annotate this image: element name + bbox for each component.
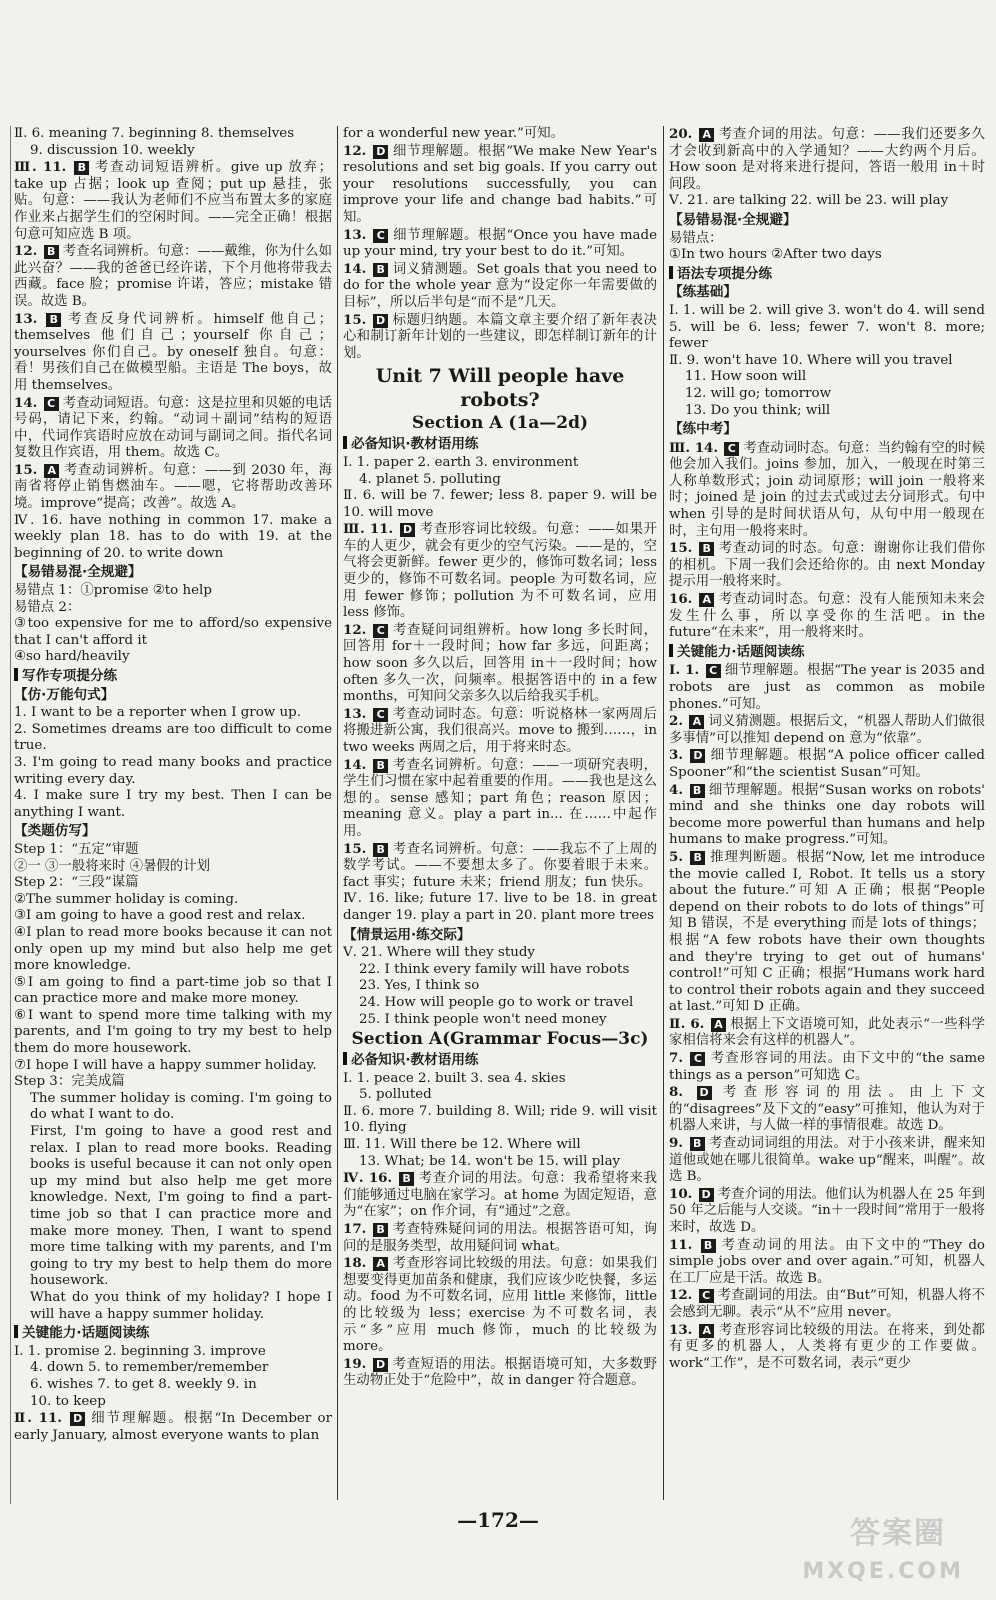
answer-text: 13. Do you think; will (685, 402, 831, 418)
answer-text: Ⅳ. 16. have nothing in common 17. make a weekly plan 18. has to do with 19. at the beginning of 20. to write down (14, 512, 332, 561)
answer-choice-badge: A (699, 593, 714, 607)
question-number: 20. (669, 126, 693, 142)
subsection-label: 必备知识·教材语用练 (351, 436, 479, 453)
answer-text: 考查动词短语辨析。give up 放弃；take up 占据；look up 查阅；put up 悬挂，张贴。句意：——我认为老师们不应当布置太多的家庭作业来占据学生们的空闲时间。——完全正确！根据句意可知应选 B 项。 (14, 160, 332, 242)
answer-text: Ⅱ. 9. won't have 10. Where will you travel (669, 352, 953, 368)
answer-line (343, 312, 657, 363)
answer-text: ⑥I want to spend more time talking with my parents, and I'm going to try my best to help them do more housework. (14, 1007, 332, 1057)
subsection-heading (669, 284, 985, 301)
question-number: Ⅲ. 14. (669, 439, 718, 456)
question-number: 12. (343, 621, 367, 638)
answer-text: 考查形容词比较级的用法。句意：如果我们想要变得更加苗条和健康，我们应该少吃快餐，多运动。food 为不可数名词，应用 little 来修饰，little 的比较级为 less；exercise 为不可数名词，表示“多”应用 much 修饰，much 的比较级为 more。 (343, 1256, 657, 1355)
answer-text: 25. I think people won't need money (359, 1011, 607, 1027)
question-number: 12. (14, 243, 38, 260)
question-number: 14. (343, 756, 367, 773)
question-number: 3. (669, 747, 683, 764)
answer-line (14, 583, 332, 600)
answer-line (669, 849, 985, 1016)
subsection-heading (14, 687, 332, 704)
question-number: 2. (669, 713, 683, 730)
answer-choice-badge: D (699, 1188, 714, 1202)
answer-text: 考查疑问词组辨析。how long 多长时间，回答用 for＋一段时间；how far 多远，问距离；how soon 多久以后，回答用 in＋一段时间；how often 多久一次，问频率。根据答语中的 in a few months，可知问父亲多久以后给我买手机。 (343, 622, 657, 705)
answer-line (14, 1290, 332, 1323)
answer-text: 考查短语的用法。根据语境可知，大多数野生动物正处于“危险中”，故 in danger 符合题意。 (343, 1356, 657, 1389)
answer-text: 4. I make sure I try my best. Then I can be anything I want. (14, 788, 332, 820)
answer-line (669, 1186, 985, 1237)
question-number: 14. (14, 394, 38, 411)
answer-choice-badge: C (690, 1052, 705, 1066)
answer-text: 5. polluted (359, 1087, 432, 1103)
answer-line (14, 1074, 332, 1091)
subsection-heading (669, 644, 985, 661)
answer-choice-badge: C (373, 229, 388, 243)
answer-line (343, 841, 657, 892)
answer-line (14, 1124, 332, 1290)
answer-text: Step 1：“五定”审题 (14, 841, 139, 857)
answer-line (14, 600, 332, 617)
answer-text: 易错点： (669, 230, 723, 246)
answer-line (14, 616, 332, 649)
answer-text: 细节理解题。根据“A police officer called Spooner”和“the scientist Susan”可知。 (669, 748, 985, 780)
answer-line (343, 143, 657, 227)
answer-choice-badge: A (689, 715, 704, 729)
answer-choice-badge: D (373, 145, 388, 159)
subsection-heading (14, 1325, 332, 1342)
answer-choice-badge: D (690, 749, 705, 763)
answer-choice-badge: B (373, 759, 388, 773)
answer-text: Ⅱ. 6. will be 7. fewer; less 8. paper 9. will be 10. will move (343, 488, 657, 520)
subsection-label: 写作专项提分练 (22, 668, 118, 684)
subsection-label: 关键能力·话题阅读练 (22, 1325, 150, 1342)
answer-line (343, 455, 657, 472)
answer-line (669, 1084, 985, 1135)
question-number: Ⅳ. 16. (343, 1170, 393, 1187)
answer-line (343, 1087, 657, 1104)
answer-text: 11. How soon will (685, 369, 807, 385)
subsection-label: 语法专项提分练 (677, 265, 773, 282)
answer-line (343, 1137, 657, 1154)
answer-column-1 (14, 126, 332, 1504)
answer-text: What do you think of my holiday? I hope I will have a happy summer holiday. (30, 1289, 332, 1322)
answer-line (14, 311, 332, 395)
answer-text: 考查动词时态。句意：听说格林一家两周后将搬进新公寓，我们很高兴。move to 搬到……，in two weeks 两周之后，用于将来时态。 (343, 706, 657, 755)
question-number: Ⅲ. 11. (14, 159, 67, 176)
answer-text: 24. How will people go to work or travel (359, 994, 634, 1010)
answer-text: 细节理解题。根据“We make New Year's resolutions and set big goals. If you carry out your resolutions successfully, you can improve your life and change bad habits.”可知。 (343, 143, 657, 225)
answer-choice-badge: B (46, 313, 61, 327)
answer-text: Ⅰ. 1. peace 2. built 3. sea 4. skies (343, 1070, 566, 1086)
answer-text: 考查动词时态。句意：没有人能预知未来会发生什么事，所以享受你的生活吧。in the future“在未来”，用一般将来时。 (669, 592, 985, 641)
answer-line (343, 1170, 657, 1221)
question-number: 12. (669, 1287, 693, 1304)
answer-line (343, 227, 657, 261)
answer-line (669, 403, 985, 420)
answer-text: Ⅴ. 21. Where will they study (343, 945, 535, 961)
question-number: Ⅰ. 1. (669, 662, 700, 679)
answer-text: 考查名词辨析。句意：——一项研究表明，学生们习惯在家中起着重要的作用。——我也是这么想的。sense 感知；part 角色；reason 原因；meaning 意义。play a part in... 在……中起作用。 (343, 757, 657, 839)
answer-line (343, 126, 657, 143)
question-number: 10. (669, 1185, 693, 1202)
answer-line (343, 891, 657, 924)
heading-bar-icon (14, 1325, 18, 1338)
subsection-label: 【练中考】 (669, 421, 737, 438)
answer-choice-badge: B (690, 784, 705, 798)
answer-line (14, 788, 332, 821)
answer-line (669, 1016, 985, 1050)
answer-text: ①In two hours ②After two days (669, 247, 882, 263)
answer-choice-badge: D (373, 314, 388, 328)
answer-line (669, 1050, 985, 1084)
answer-text: Ⅴ. 21. are talking 22. will be 23. will play (669, 193, 949, 209)
answer-line (14, 649, 332, 666)
answer-line (343, 962, 657, 979)
answer-text: 考查反身代词辨析。himself 他自己；themselves 他们自己；yourself 你自己；yourselves 你们自己。by oneself 独自。句意：看！男孩们自己在做模型船。主语是 The boys，故用 themselves。 (14, 311, 332, 393)
answer-text: ②一 ③一般将来时 ④暑假的计划 (14, 858, 210, 874)
answer-line (343, 1154, 657, 1171)
answer-text: 考查副词的用法。由“But”可知，机器人将不会感到无聊。表示“从不”应用 never。 (669, 1288, 985, 1320)
answer-line (669, 303, 985, 353)
answer-choice-badge: C (373, 624, 388, 638)
answer-text: 4. planet 5. polluting (359, 471, 501, 487)
answer-choice-badge: B (373, 263, 388, 277)
unit-heading: Unit 7 Will people have robots? (375, 365, 625, 412)
answer-line (14, 1394, 332, 1411)
heading-bar-icon (343, 1052, 347, 1065)
answer-text: 细节理解题。根据“Susan works on robots' mind and she thinks one day robots will become more powerful than humans and help humans to make progress.”可知。 (669, 782, 985, 848)
subsection-label: 【仿·万能句式】 (14, 686, 115, 703)
answer-text: First, I'm going to have a good rest and relax. I plan to read more books. Reading books is useful because it can not only open up my mind but also help me get more knowledge. Next, I'm going to find a part-time job so that I can practice more and make more money. Then, I want to spend more time talking with my parents, and I'm going to try my best to help them do more housework. (30, 1124, 332, 1289)
answer-line (343, 1012, 657, 1029)
answer-column-3 (669, 126, 985, 1504)
answer-line (14, 705, 332, 722)
question-number: 8. (669, 1084, 683, 1101)
answer-choice-badge: C (706, 664, 721, 678)
page-number: —172— (457, 1508, 539, 1532)
subsection-heading (343, 927, 657, 944)
answer-line (343, 1356, 657, 1390)
question-number: 17. (343, 1221, 367, 1238)
question-number: 16. (669, 591, 693, 608)
answer-text: 根据上下文语境可知，此处表示“一些科学家相信将来会有这样的机器人”。 (669, 1016, 985, 1049)
answer-text: 2. Sometimes dreams are too difficult to come true. (14, 721, 332, 754)
answer-line (669, 713, 985, 747)
answer-choice-badge: B (399, 1172, 414, 1186)
answer-text: ⑦I hope I will have a happy summer holiday. (14, 1057, 317, 1073)
watermark-text: 答案圈 (850, 1516, 946, 1551)
question-number: 18. (343, 1255, 367, 1272)
answer-line (14, 875, 332, 892)
subsection-heading (669, 421, 985, 438)
column-divider (663, 126, 664, 1500)
answer-choice-badge: A (711, 1018, 726, 1032)
subsection-label: 【类题仿写】 (14, 823, 96, 840)
answer-choice-badge: B (373, 843, 388, 857)
answer-line (343, 488, 657, 521)
answer-line (14, 1091, 332, 1124)
subsection-heading (669, 266, 985, 283)
answer-text: Ⅰ. 1. promise 2. beginning 3. improve (14, 1343, 266, 1359)
question-number: 4. (669, 781, 683, 798)
answer-line (343, 757, 657, 841)
subsection-heading (14, 668, 332, 685)
answer-text: 考查动词辨析。句意：——到 2030 年，海南省将停止销售燃油车。——嗯，它将帮助改善环境。improve“提高；改善”。故选 A。 (14, 462, 332, 512)
heading-bar-icon (669, 644, 673, 657)
answer-text: 12. will go; tomorrow (685, 385, 832, 401)
subsection-label: 关键能力·话题阅读练 (677, 643, 805, 660)
answer-line (14, 722, 332, 755)
watermark-logo (802, 1514, 986, 1594)
answer-choice-badge: C (724, 442, 739, 456)
answer-choice-badge: B (373, 1223, 388, 1237)
answer-line (14, 1377, 332, 1394)
answer-choice-badge: D (70, 1412, 85, 1426)
answer-text: 易错点 2： (14, 599, 81, 615)
answer-text: 考查动词短语。句意：这是拉里和贝姬的电话号码，请记下来，约翰。“动词＋副词”结构的短语中，代词作宾语时应放在动词与副词之间。指代名词复数且作宾语，用 them。故选 C。 (14, 395, 332, 461)
answer-text: Ⅰ. 1. will be 2. will give 3. won't do 4. will send 5. will be 6. less; fewer 7. won't 8. more; fewer (669, 302, 985, 352)
answer-choice-badge: B (701, 1239, 716, 1253)
subsection-label: 【易错易混·全规避】 (669, 211, 797, 228)
answer-text: ②The summer holiday is coming. (14, 891, 239, 907)
answer-line (669, 1287, 985, 1321)
answer-line (343, 261, 657, 312)
answer-line (14, 892, 332, 909)
answer-text: for a wonderful new year.”可知。 (343, 126, 565, 141)
subsection-label: 【练基础】 (669, 284, 737, 301)
question-number: 19. (343, 1355, 367, 1372)
answer-line (669, 1135, 985, 1186)
answer-text: 考查名词辨析。句意：——我忘不了上周的数学考试。——不要想太多了。你要着眼于未来。fact 事实；future 未来；friend 朋友；fun 快乐。 (343, 841, 657, 890)
subsection-heading (343, 1052, 657, 1069)
answer-text: 细节理解题。根据“In December or early January, almost everyone wants to plan (14, 1411, 332, 1443)
answer-line (669, 369, 985, 386)
answer-line (343, 622, 657, 706)
page-left-edge (0, 126, 11, 1504)
answer-line (14, 975, 332, 1008)
answer-line (669, 126, 985, 193)
subsection-label: 【情景运用·练交际】 (343, 926, 471, 943)
heading-bar-icon (14, 668, 18, 681)
answer-text: 考查介词的用法。他们认为机器人在 25 年到 50 年之后能与人交谈。“in＋一段时间”常用于一般将来时，故选 D。 (669, 1186, 985, 1235)
answer-text: 考查特殊疑问词的用法。根据答语可知，询问的是服务类型，故用疑问词 what。 (343, 1222, 657, 1254)
answer-text: ④I plan to read more books because it can not only open up my mind but also help me get more knowledge. (14, 924, 332, 974)
question-number: 9. (669, 1135, 683, 1152)
answer-line (343, 1255, 657, 1356)
heading-bar-icon (343, 436, 347, 449)
answer-text: 考查形容词比较级。句意：——如果开车的人更少，就会有更少的空气污染。——是的，空气将会更新鲜。fewer 更少的，修饰可数名词；less 更少的，修饰不可数名词。people 为可数名词，应用 fewer 修饰；pollution 为不可数名词，应用 less 修饰。 (343, 522, 657, 621)
answer-line (669, 247, 985, 264)
answer-text: 考查形容词比较级的用法。在将来，到处都有更多的机器人，人类将有更少的工作要做。work“工作”，是不可数名词，表示“更少 (669, 1322, 985, 1371)
answer-text: 22. I think every family will have robots (359, 961, 630, 977)
answer-line (14, 908, 332, 925)
answer-line (14, 395, 332, 462)
answer-line (343, 995, 657, 1012)
answer-choice-badge: A (373, 1257, 388, 1271)
answer-text: Ⅱ. 6. meaning 7. beginning 8. themselves (14, 126, 295, 141)
answer-choice-badge: A (699, 1324, 714, 1338)
answer-choice-badge: C (699, 1289, 714, 1303)
question-number: Ⅲ. 11. (343, 521, 394, 538)
answer-choice-badge: B (74, 161, 89, 175)
answer-text: 考查动词的时态。句意：谢谢你让我们借你的相机。下周一我们会还给你的。由 next Monday 提示用一般将来时。 (669, 541, 985, 590)
answer-text: 考查形容词的用法。由下文中的“the same things as a person”可知选 C。 (669, 1051, 985, 1083)
answer-text: The summer holiday is coming. I'm going to do what I want to do. (30, 1090, 332, 1123)
answer-choice-badge: D (697, 1086, 712, 1100)
answer-line (14, 1410, 332, 1444)
answer-line (14, 126, 332, 143)
answer-line (343, 1104, 657, 1137)
answer-text: 10. to keep (30, 1393, 106, 1409)
answer-line (14, 1008, 332, 1058)
answer-text: 13. What; be 14. won't be 15. will play (359, 1153, 621, 1169)
answer-text: Ⅰ. 1. paper 2. earth 3. environment (343, 454, 579, 470)
answer-line (669, 1322, 985, 1373)
answer-text: ④so hard/heavily (14, 649, 130, 665)
answer-text: 考查名词辨析。句意：——戴维，你为什么如此兴奋？——我的爸爸已经许诺，下个月他将带我去西藏。face 脸；promise 许诺，答应；mistake 错误。故选 B。 (14, 244, 332, 309)
answer-line (669, 440, 985, 541)
answer-choice-badge: C (373, 708, 388, 722)
answer-line (343, 472, 657, 489)
answer-text: 3. I'm going to read many books and practice writing every day. (14, 754, 332, 787)
answer-line (14, 1058, 332, 1075)
heading-bar-icon (669, 266, 673, 279)
answer-text: 标题归纳题。本篇文章主要介绍了新年表决心和制订新年计划的一些建议，即怎样制订新年的计划。 (343, 312, 657, 361)
question-number: 12. (343, 142, 367, 159)
answer-line (669, 747, 985, 781)
answer-line (343, 1071, 657, 1088)
question-number: 13. (669, 1321, 693, 1338)
answer-column-2 (343, 126, 657, 1504)
answer-text: Ⅳ. 16. like; future 17. live to be 18. in great danger 19. play a part in 20. plant more trees (343, 891, 657, 923)
answer-text: Step 2：“三段”谋篇 (14, 875, 139, 891)
answer-line (669, 662, 985, 713)
question-number: Ⅱ. 6. (669, 1015, 705, 1032)
answer-text: 9. discussion 10. weekly (30, 142, 195, 158)
answer-line (343, 978, 657, 995)
subsection-heading (343, 436, 657, 453)
answer-line (14, 243, 332, 310)
answer-line (14, 1344, 332, 1361)
answer-line (343, 945, 657, 962)
question-number: 7. (669, 1050, 683, 1067)
answer-text: 词义猜测题。Set goals that you need to do for the whole year 意为“设定你一年需要做的目标”，所以后半句是“而不是”几天。 (343, 261, 657, 310)
answer-line (343, 1221, 657, 1255)
question-number: 15. (343, 311, 367, 328)
answer-line (669, 1237, 985, 1288)
question-number: 13. (343, 226, 367, 243)
answer-text: 考查动词词组的用法。对于小孩来讲，醒来知道他或她在哪儿很简单。wake up“醒来，叫醒”。故选 B。 (669, 1136, 985, 1185)
answer-text: 考查形容词的用法。由上下文的“disagrees”及下文的“easy”可推知，他认为对于机器人来讲，与人做一样的事情很难。故选 D。 (669, 1085, 985, 1134)
answer-line (14, 159, 332, 243)
answer-text: 考查介词的用法。句意：我希望将来我们能够通过电脑在家学习。at home 为固定短语，意为“在家”；on 作介词，有“通过”之意。 (343, 1171, 657, 1220)
answer-text: Ⅲ. 11. Will there be 12. Where will (343, 1137, 581, 1153)
answer-line (14, 755, 332, 788)
column-divider (337, 126, 338, 1500)
subsection-heading (14, 564, 332, 581)
answer-text: 考查动词的用法。由下文中的“They do simple jobs over and over again.”可知，机器人在工厂应是干活。故选 B。 (669, 1237, 985, 1286)
answer-text: 细节理解题。根据“The year is 2035 and robots are just as common as mobile phones.”可知。 (669, 663, 985, 712)
question-number: 5. (669, 848, 683, 865)
subsection-heading (669, 212, 985, 229)
answer-text: 易错点 1：①promise ②to help (14, 583, 212, 599)
answer-text: 23. Yes, I think so (359, 978, 480, 994)
question-number: 13. (14, 310, 38, 327)
answer-choice-badge: B (690, 851, 705, 865)
answer-line (669, 540, 985, 591)
question-number: 11. (669, 1236, 693, 1253)
answer-line (14, 842, 332, 859)
answer-choice-badge: A (699, 128, 714, 142)
answer-choice-badge: B (44, 245, 59, 259)
subsection-label: 【易错易混·全规避】 (14, 564, 142, 581)
answer-line (14, 143, 332, 160)
answer-choice-badge: A (44, 464, 59, 478)
answer-choice-badge: B (699, 542, 714, 556)
watermark-url: MXQE.COM (802, 1559, 964, 1584)
answer-text: 1. I want to be a reporter when I grow up. (14, 705, 301, 721)
section-heading: Section A(Grammar Focus—3c) (351, 1029, 649, 1050)
answer-text: 推理判断题。根据“Now, let me introduce the movie called I, Robot. It tells us a story about the future.”可知 A 正确；根据“People depend on their robots to do lots of things”可知 B 错误，不是 everything 而是 lots of things；根据“A few robots have their own thoughts and they're trying to get out of humans' control!”可知 C 正确；根据“Humans work hard to control their robots again and they succeed at last.”可知 D 正确。 (669, 849, 985, 1015)
answer-choice-badge: B (690, 1137, 705, 1151)
answer-text: ③too expensive for me to afford/so expensive that I can't afford it (14, 616, 332, 648)
answer-text: Ⅱ. 6. more 7. building 8. Will; ride 9. will visit 10. flying (343, 1103, 657, 1136)
answer-line (669, 193, 985, 210)
answer-text: Step 3：完美成篇 (14, 1074, 125, 1090)
section-heading: Section A (1a—2d) (411, 413, 589, 434)
answer-line (343, 521, 657, 622)
subsection-heading (14, 823, 332, 840)
question-number: 15. (669, 540, 693, 557)
answer-text: 细节理解题。根据“Once you have made up your mind, try your best to do it.”可知。 (343, 227, 657, 260)
answer-choice-badge: C (44, 397, 59, 411)
answer-text: 4. down 5. to remember/remember (30, 1360, 269, 1376)
answer-line (14, 859, 332, 876)
answer-line (669, 353, 985, 370)
answer-text: 词义猜测题。根据后文，“机器人帮助人们做很多事情”可以推知 depend on 意为“依靠”。 (669, 714, 985, 746)
answer-line (14, 462, 332, 513)
question-number: 14. (343, 260, 367, 277)
answer-line (669, 386, 985, 403)
question-number: 13. (343, 705, 367, 722)
question-number: 15. (343, 840, 367, 857)
answer-text: ③I am going to have a good rest and relax. (14, 908, 306, 924)
subsection-label: 必备知识·教材语用练 (351, 1052, 479, 1069)
answer-text: ⑤I am going to find a part-time job so that I can practice more and make more money. (14, 974, 332, 1007)
question-number: Ⅱ. 11. (14, 1410, 62, 1427)
answer-line (14, 513, 332, 563)
answer-choice-badge: D (400, 523, 415, 537)
answer-text: 6. wishes 7. to get 8. weekly 9. in (30, 1376, 257, 1392)
answer-line (669, 782, 985, 849)
answer-choice-badge: D (373, 1358, 388, 1372)
answer-text: 考查介词的用法。句意：——我们还要多久才会收到新高中的入学通知？——大约两个月后。How soon 是对将来进行提问，答语一般用 in＋时间段。 (669, 127, 985, 192)
answer-line (669, 591, 985, 642)
answer-line (14, 925, 332, 975)
answer-text: 考查动词时态。句意：当约翰有空的时候他会加入我们。joins 参加，加入，一般现在时第三人称单数形式；join 动词原形；will join 一般将来时；joined 是 join 的过去式或过去分词形式。句中 when 引导的是时间状语从句，从句中用一般现在时，主句用一般将来时。 (669, 440, 985, 539)
answer-line (14, 1360, 332, 1377)
answer-line (669, 231, 985, 248)
answer-line (343, 706, 657, 757)
question-number: 15. (14, 461, 38, 478)
